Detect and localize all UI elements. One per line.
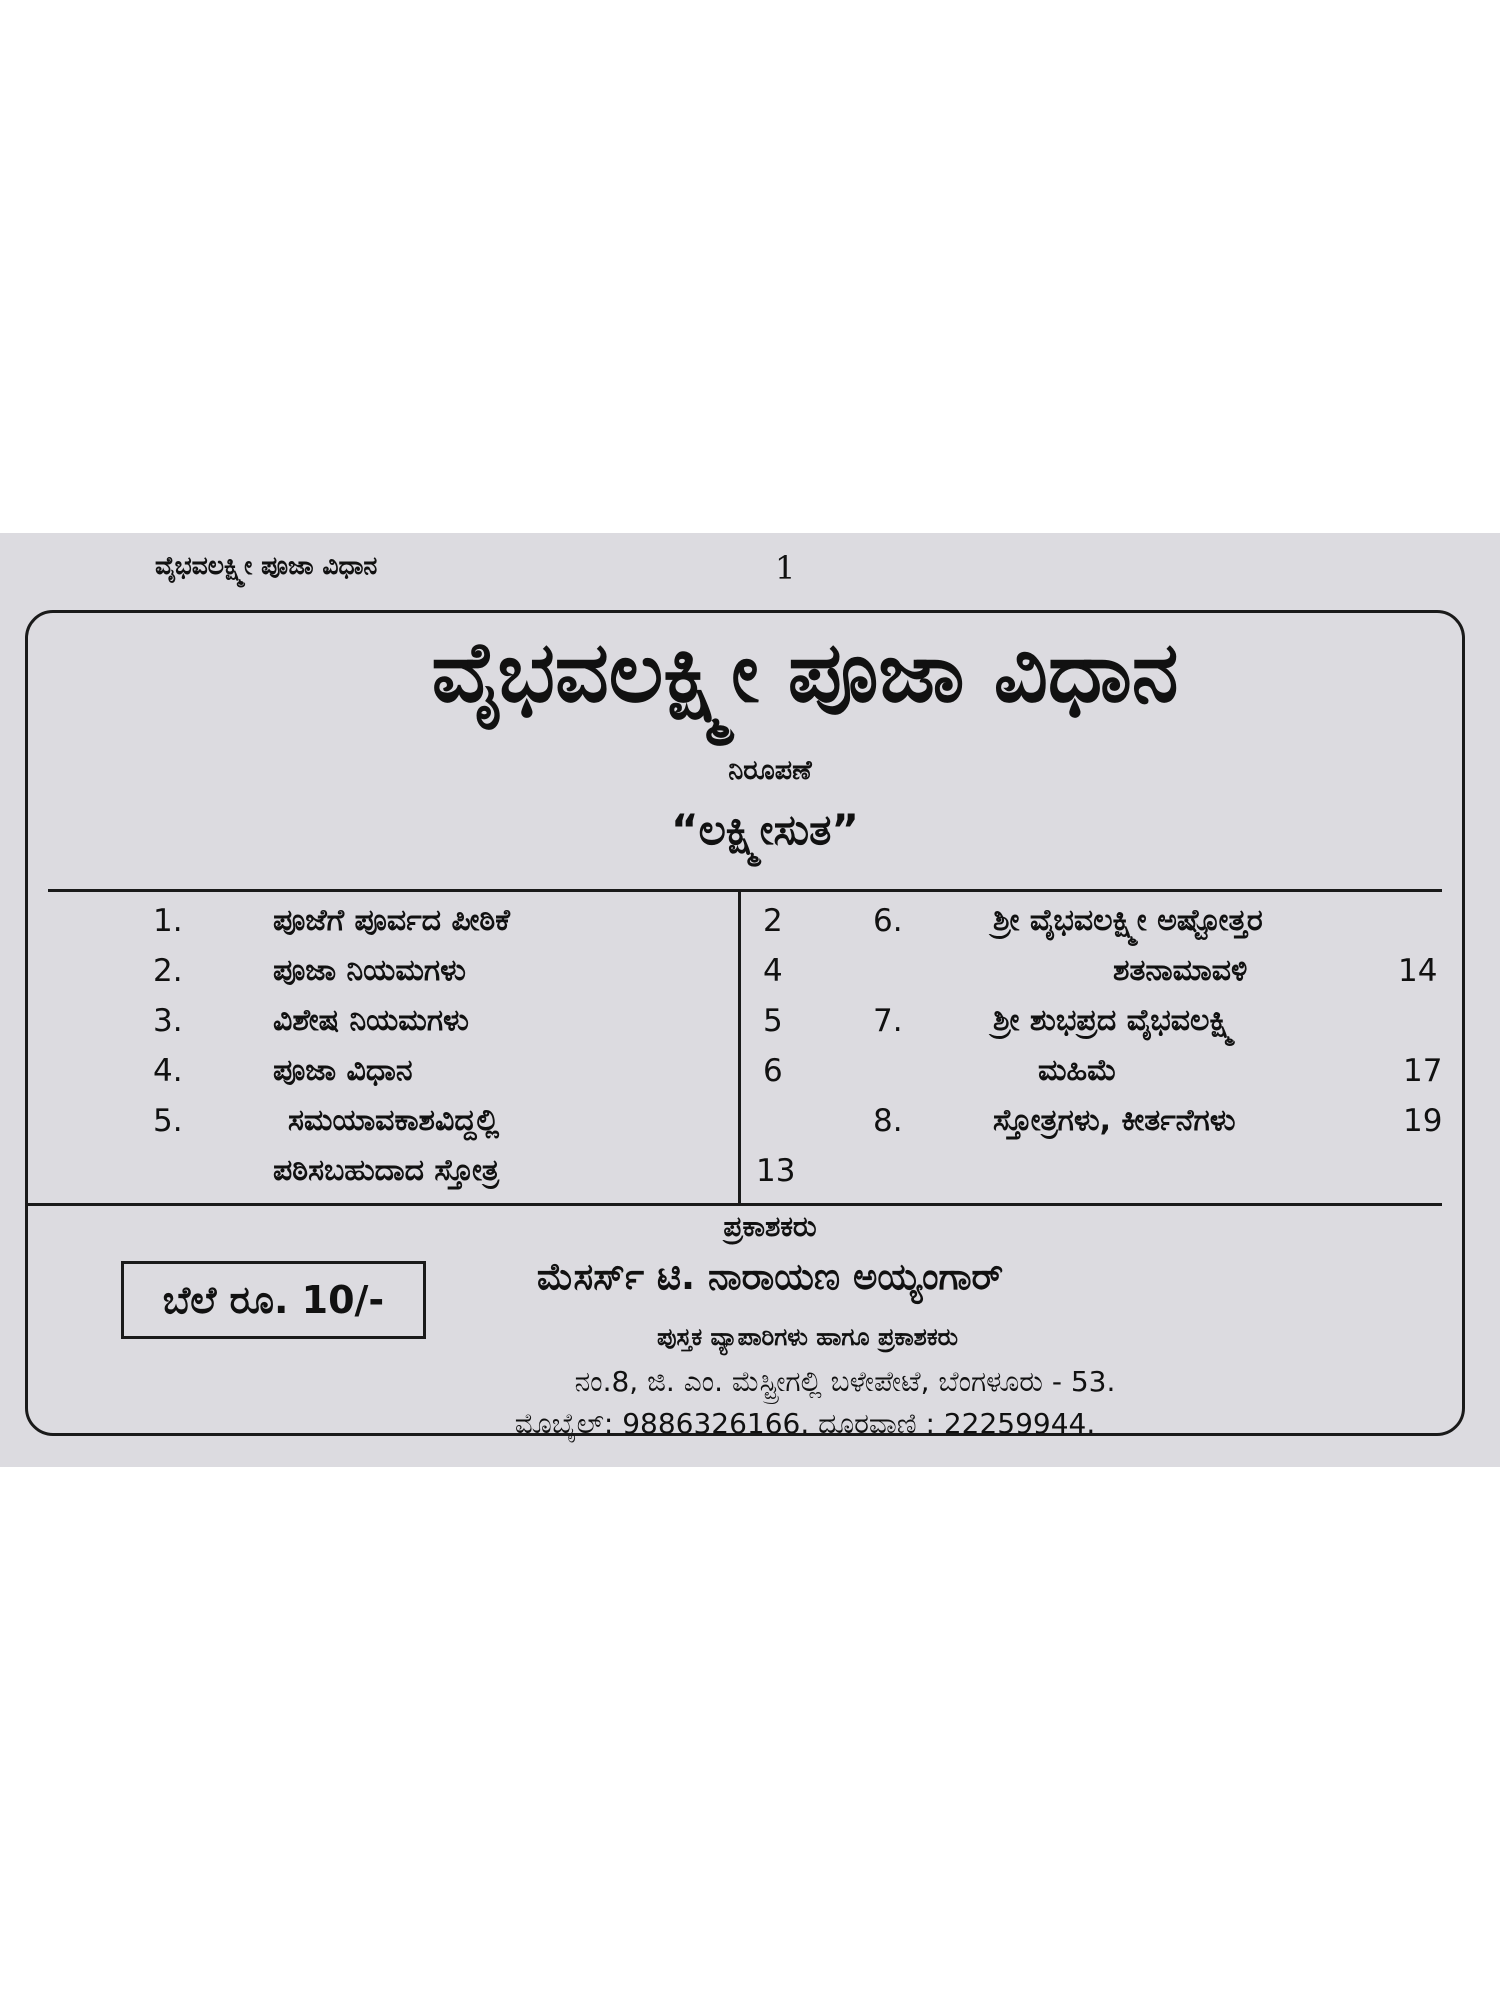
author-name: “ಲಕ್ಷ್ಮೀಸುತ” xyxy=(670,805,860,854)
toc-item-title: ಶ್ರೀ ಶುಭಪ್ರದ ವೈಭವಲಕ್ಷ್ಮಿ xyxy=(993,1003,1235,1038)
toc-item-page: 4 xyxy=(763,953,783,989)
publisher-name: ಮೆಸರ್ಸ್ ಟಿ. ನಾರಾಯಣ ಅಯ್ಯಂಗಾರ್ xyxy=(536,1255,1004,1298)
page-number: 1 xyxy=(775,549,796,587)
running-head: ವೈಭವಲಕ್ಷ್ಮೀ ಪೂಜಾ ವಿಧಾನ xyxy=(155,551,378,580)
toc-item-page: 17 xyxy=(1403,1053,1443,1089)
toc-item-title-continued: ಪಠಿಸಬಹುದಾದ ಸ್ತೋತ್ರ xyxy=(273,1153,500,1188)
book-title: ವೈಭವಲಕ್ಷ್ಮೀ ಪೂಜಾ ವಿಧಾನ xyxy=(431,623,1179,721)
divider-bottom xyxy=(28,1203,1442,1206)
publisher-description: ಪುಸ್ತಕ ವ್ಯಾಪಾರಿಗಳು ಹಾಗೂ ಪ್ರಕಾಶಕರು xyxy=(657,1323,958,1351)
toc-item-title: ಶ್ರೀ ವೈಭವಲಕ್ಷ್ಮೀ ಅಷ್ಟೋತ್ತರ xyxy=(993,903,1263,938)
toc-item-number: 2. xyxy=(153,953,183,989)
toc-item-title: ಪೂಜೆಗೆ ಪೂರ್ವದ ಪೀಠಿಕೆ xyxy=(273,903,510,938)
toc-item-page: 13 xyxy=(756,1153,796,1189)
toc-item-number: 5. xyxy=(153,1103,183,1139)
divider-top xyxy=(48,889,1442,892)
column-divider xyxy=(738,889,741,1203)
toc-item-title: ಪೂಜಾ ನಿಯಮಗಳು xyxy=(273,953,466,988)
toc-item-number: 7. xyxy=(873,1003,903,1039)
title-page-frame xyxy=(25,610,1465,1440)
toc-item-page: 5 xyxy=(763,1003,783,1039)
scanned-page xyxy=(0,533,1500,1467)
toc-item-number: 4. xyxy=(153,1053,183,1089)
toc-item-number: 1. xyxy=(153,903,183,939)
toc-item-title: ಸಮಯಾವಕಾಶವಿದ್ದಲ್ಲಿ xyxy=(288,1103,500,1138)
subtitle: ನಿರೂಪಣೆ xyxy=(728,755,812,786)
publisher-address: ನಂ.8, ಜಿ. ಎಂ. ಮೆಸ್ಟ್ರೀಗಲ್ಲಿ ಬಳೇಪೇಟೆ, ಬೆಂಗಳೂರು - 53. xyxy=(574,1365,1116,1398)
toc-item-title-continued: ಶತನಾಮಾವಳಿ xyxy=(1113,953,1248,988)
toc-item-number: 6. xyxy=(873,903,903,939)
toc-item-title: ಪೂಜಾ ವಿಧಾನ xyxy=(273,1053,413,1088)
toc-item-page: 19 xyxy=(1403,1103,1443,1139)
publisher-label: ಪ್ರಕಾಶಕರು xyxy=(723,1210,817,1243)
toc-item-page: 14 xyxy=(1398,953,1438,989)
toc-item-number: 3. xyxy=(153,1003,183,1039)
toc-item-title: ವಿಶೇಷ ನಿಯಮಗಳು xyxy=(273,1003,469,1038)
toc-item-number: 8. xyxy=(873,1103,903,1139)
toc-item-page: 6 xyxy=(763,1053,783,1089)
toc-item-page: 2 xyxy=(763,903,783,939)
toc-item-title: ಸ್ತೋತ್ರಗಳು, ಕೀರ್ತನೆಗಳು xyxy=(993,1103,1236,1138)
price-box: ಬೆಲೆ ರೂ. 10/- xyxy=(121,1261,426,1339)
publisher-contact: ಮೊಬೈಲ್: 9886326166. ದೂರವಾಣಿ : 22259944. xyxy=(514,1407,1096,1440)
toc-item-title-continued: ಮಹಿಮೆ xyxy=(1038,1053,1117,1088)
